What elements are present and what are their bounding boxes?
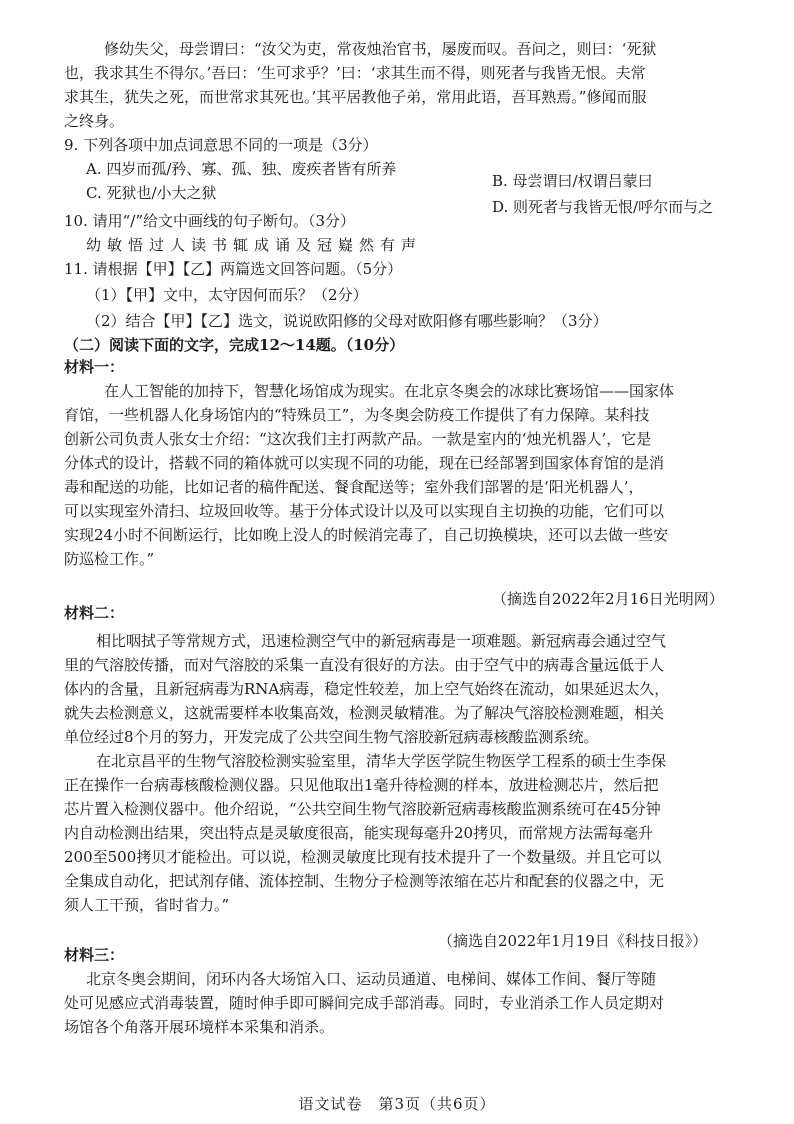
material-2-label: 材料二： bbox=[64, 604, 125, 622]
material-1-label: 材料一： bbox=[64, 358, 125, 376]
material-2-line: 单位经过8个月的努力，开发完成了公共空间生物气溶胶新冠病毒核酸监测系统。 bbox=[64, 728, 599, 746]
material-1-line: 防巡检工作。” bbox=[64, 550, 155, 568]
question-11-sub-2: （2）结合【甲】【乙】选文，说说欧阳修的父母对欧阳修有哪些影响？（3分） bbox=[86, 312, 608, 330]
material-1-line: 毒和配送的功能，比如记者的稿件配送、餐食配送等；室外我们部署的是‘阳光机器人’， bbox=[64, 478, 644, 496]
material-2-line: 全集成自动化，把试剂存储、流体控制、生物分子检测等浓缩在芯片和配套的仪器之中，无 bbox=[64, 872, 665, 890]
question-9-stem: 9. 下列各项中加点词意思不同的一项是（3分） bbox=[64, 136, 378, 154]
material-1-line: 在人工智能的加持下，智慧化场馆成为现实。在北京冬奥会的冰球比赛场馆——国家体 bbox=[104, 382, 675, 400]
material-2-line: 芯片置入检测仪器中。他介绍说，“公共空间生物气溶胶新冠病毒核酸监测系统可在45分钟 bbox=[64, 800, 661, 818]
passage-line: 之终身。 bbox=[64, 112, 125, 130]
material-2-source: （摘选自2022年1月19日《科技日报》） bbox=[438, 932, 708, 950]
material-1-line: 实现24小时不间断运行，比如晚上没人的时候消完毒了，自己切换模块，还可以去做一些安 bbox=[64, 526, 669, 544]
material-1-line: 分体式的设计，搭载不同的箱体就可以实现不同的功能，现在已经部署到国家体育馆的是消 bbox=[64, 454, 665, 472]
material-1-line: 育馆，一些机器人化身场馆内的“特殊员工”，为冬奥会防疫工作提供了有力保障。某科技 bbox=[64, 406, 650, 424]
material-2-line: 相比咽拭子等常规方式，迅速检测空气中的新冠病毒是一项难题。新冠病毒会通过空气 bbox=[96, 632, 667, 650]
question-11-stem: 11. 请根据【甲】【乙】两篇选文回答问题。（5分） bbox=[64, 260, 403, 278]
question-9-option-a: A. 四岁而孤/矜、寡、孤、独、废疾者皆有所养 bbox=[86, 160, 397, 178]
question-9-option-d: D. 则死者与我皆无恨/呼尔而与之 bbox=[492, 198, 714, 216]
question-9-option-c: C. 死狱也/小大之狱 bbox=[86, 184, 217, 202]
material-3-label: 材料三： bbox=[64, 946, 125, 964]
section-2-heading: （二）阅读下面的文字，完成12～14题。（10分） bbox=[64, 336, 405, 354]
passage-line: 修幼失父，母尝谓曰：“汝父为吏，常夜烛治官书，屡废而叹。吾问之，则曰：‘死狱 bbox=[104, 40, 657, 58]
passage-line: 求其生，犹失之死，而世常求其死也。’其平居教他子弟，常用此语，吾耳熟焉。”修闻而服 bbox=[64, 88, 647, 106]
page-footer: 语文试卷 第3页（共6页） bbox=[298, 1095, 496, 1113]
material-2-line: 就失去检测意义，这就需要样本收集高效，检测灵敏精准。为了解决气溶胶检测难题，相关 bbox=[64, 704, 665, 722]
material-3-line: 处可见感应式消毒装置，随时伸手即可瞬间完成手部消毒。同时，专业消杀工作人员定期对 bbox=[64, 994, 665, 1012]
question-10-sentence: 幼敏悟过人读书辄成诵及冠嶷然有声 bbox=[86, 236, 423, 254]
material-1-line: 可以实现室外清扫、垃圾回收等。基于分体式设计以及可以实现自主切换的功能，它们可以 bbox=[64, 502, 665, 520]
material-3-line: 北京冬奥会期间，闭环内各大场馆入口、运动员通道、电梯间、媒体工作间、餐厅等随 bbox=[86, 970, 657, 988]
material-2-line: 里的气溶胶传播，而对气溶胶的采集一直没有很好的方法。由于空气中的病毒含量远低于人 bbox=[64, 656, 665, 674]
material-1-source: （摘选自2022年2月16日光明网） bbox=[492, 590, 724, 608]
passage-line: 也，我求其生不得尔。’吾曰：‘生可求乎？’曰：‘求其生而不得，则死者与我皆无恨。夫常 bbox=[64, 64, 646, 82]
material-2-line: 内自动检测出结果，突出特点是灵敏度很高，能实现每毫升20拷贝，而常规方法需每毫升 bbox=[64, 824, 654, 842]
material-2-line: 体内的含量，且新冠病毒为RNA病毒，稳定性较差，加上空气始终在流动，如果延迟太久， bbox=[64, 680, 670, 698]
material-1-line: 创新公司负责人张女士介绍：“这次我们主打两款产品。一款是室内的‘烛光机器人’，它是 bbox=[64, 430, 652, 448]
material-2-line: 须人工干预，省时省力。” bbox=[64, 896, 230, 914]
material-3-line: 场馆各个角落开展环境样本采集和消杀。 bbox=[64, 1018, 335, 1036]
material-2-line: 在北京昌平的生物气溶胶检测实验室里，清华大学医学院生物医学工程系的硕士生李保 bbox=[96, 752, 667, 770]
question-10-stem: 10. 请用“/”给文中画线的句子断句。（3分） bbox=[64, 212, 356, 230]
question-11-sub-1: （1）【甲】文中，太守因何而乐？（2分） bbox=[86, 286, 368, 304]
material-2-line: 200至500拷贝才能检出。可以说，检测灵敏度比现有技术提升了一个数量级。并且它可以 bbox=[64, 848, 662, 866]
question-9-option-b: B. 母尝谓曰/权谓吕蒙曰 bbox=[492, 172, 653, 190]
material-2-line: 正在操作一台病毒核酸检测仪器。只见他取出1毫升待检测的样本，放进检测芯片，然后把 bbox=[64, 776, 659, 794]
